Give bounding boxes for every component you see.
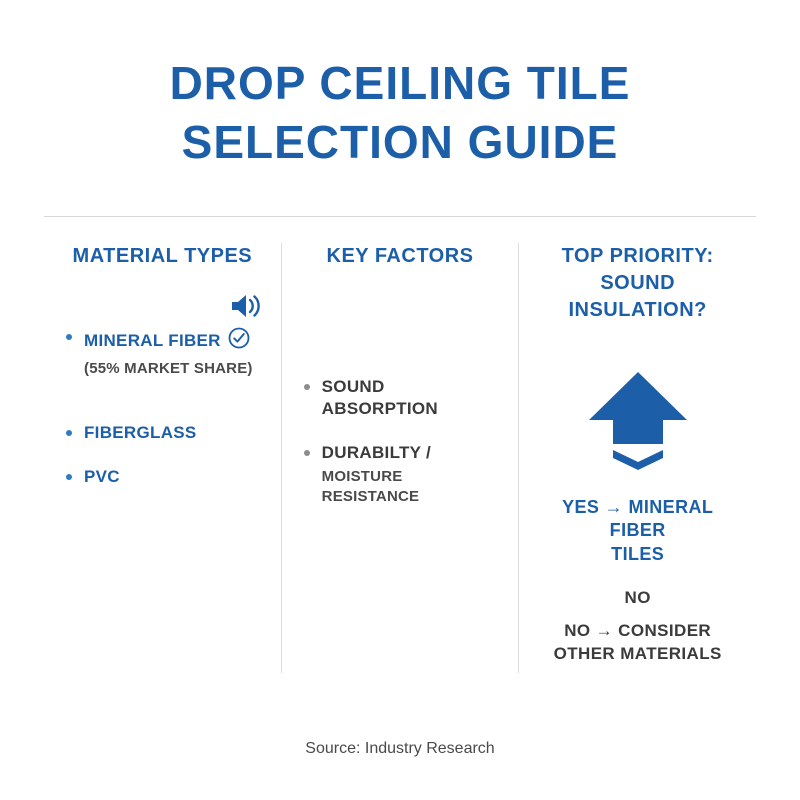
result-no xyxy=(537,620,738,666)
result-yes xyxy=(537,496,738,566)
material-item-sub: (55% MARKET SHARE) xyxy=(84,359,253,377)
list-item xyxy=(62,422,263,444)
material-item-label: MINERAL FIBER xyxy=(84,330,221,350)
list-item xyxy=(300,442,501,506)
up-arrow-icon xyxy=(537,370,738,480)
check-circle-icon xyxy=(227,326,251,356)
source-note: Source: Industry Research xyxy=(305,740,495,757)
title-line-2: SELECTION GUIDE xyxy=(181,115,619,168)
page-title xyxy=(44,0,756,172)
columns-container xyxy=(44,243,756,673)
result-no-line2: OTHER MATERIALS xyxy=(553,643,722,663)
result-yes-line1: YES → MINERAL FIBER xyxy=(562,496,714,541)
factor-item-sub: MOISTURE RESISTANCE xyxy=(321,468,420,505)
column-heading-priority-line2: SOUND INSULATION? xyxy=(568,271,707,321)
factor-item-label: DURABILTY / xyxy=(321,442,432,462)
list-item xyxy=(300,376,501,420)
column-material-types xyxy=(44,243,282,673)
header-divider xyxy=(44,216,756,217)
material-item-label: FIBERGLASS xyxy=(84,423,197,443)
result-yes-line2: TILES xyxy=(611,543,665,564)
title-line-1: DROP CEILING TILE xyxy=(169,57,631,109)
factors-list xyxy=(300,376,501,506)
material-list xyxy=(62,326,263,489)
factor-item-label: SOUND ABSORPTION xyxy=(321,376,439,418)
list-item xyxy=(62,326,263,379)
list-item xyxy=(62,466,263,488)
speaker-icon xyxy=(230,292,264,326)
column-heading-priority-line1: TOP PRIORITY: xyxy=(561,244,714,267)
column-key-factors xyxy=(282,243,520,673)
column-heading-material: MATERIAL TYPES xyxy=(72,244,253,267)
material-item-label: PVC xyxy=(84,467,120,487)
no-label: NO xyxy=(624,587,651,607)
column-top-priority xyxy=(519,243,756,673)
result-no-line1: NO → CONSIDER xyxy=(564,620,712,640)
column-heading-factors: KEY FACTORS xyxy=(326,244,474,267)
